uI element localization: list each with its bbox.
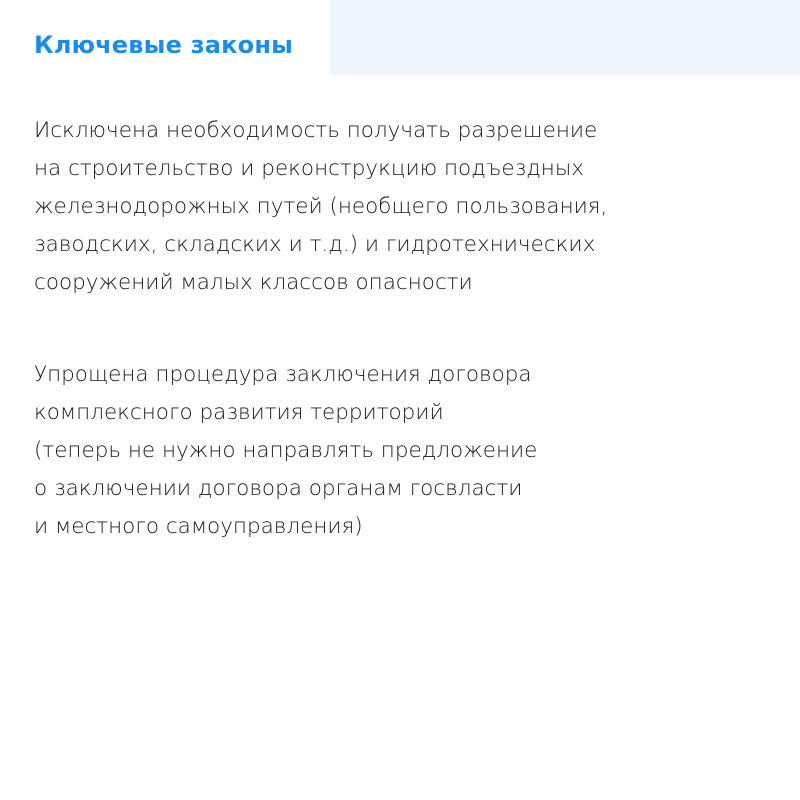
paragraph-line: на строительство и реконструкцию подъездных [34,156,585,181]
page-title: Ключевые законы [34,31,294,59]
paragraph-construction-permits [34,112,774,302]
paragraph-line: (теперь не нужно направлять предложение [34,438,538,463]
header-tab [0,0,330,75]
paragraph-line: о заключении договора органам госвласти [34,476,523,501]
paragraph-line: Упрощена процедура заключения договора [34,362,532,387]
paragraph-line: Исключена необходимость получать разрешение [34,118,598,143]
paragraph-line: сооружений малых классов опасности [34,270,473,295]
paragraph-line: и местного самоуправления) [34,514,363,539]
paragraph-line: железнодорожных путей (необщего пользования, [34,194,608,219]
paragraph-line: заводских, складских и т.д.) и гидротехнических [34,232,596,257]
paragraph-territory-development [34,356,774,546]
paragraph-line: комплексного развития территорий [34,400,444,425]
header-background-band [330,0,800,75]
